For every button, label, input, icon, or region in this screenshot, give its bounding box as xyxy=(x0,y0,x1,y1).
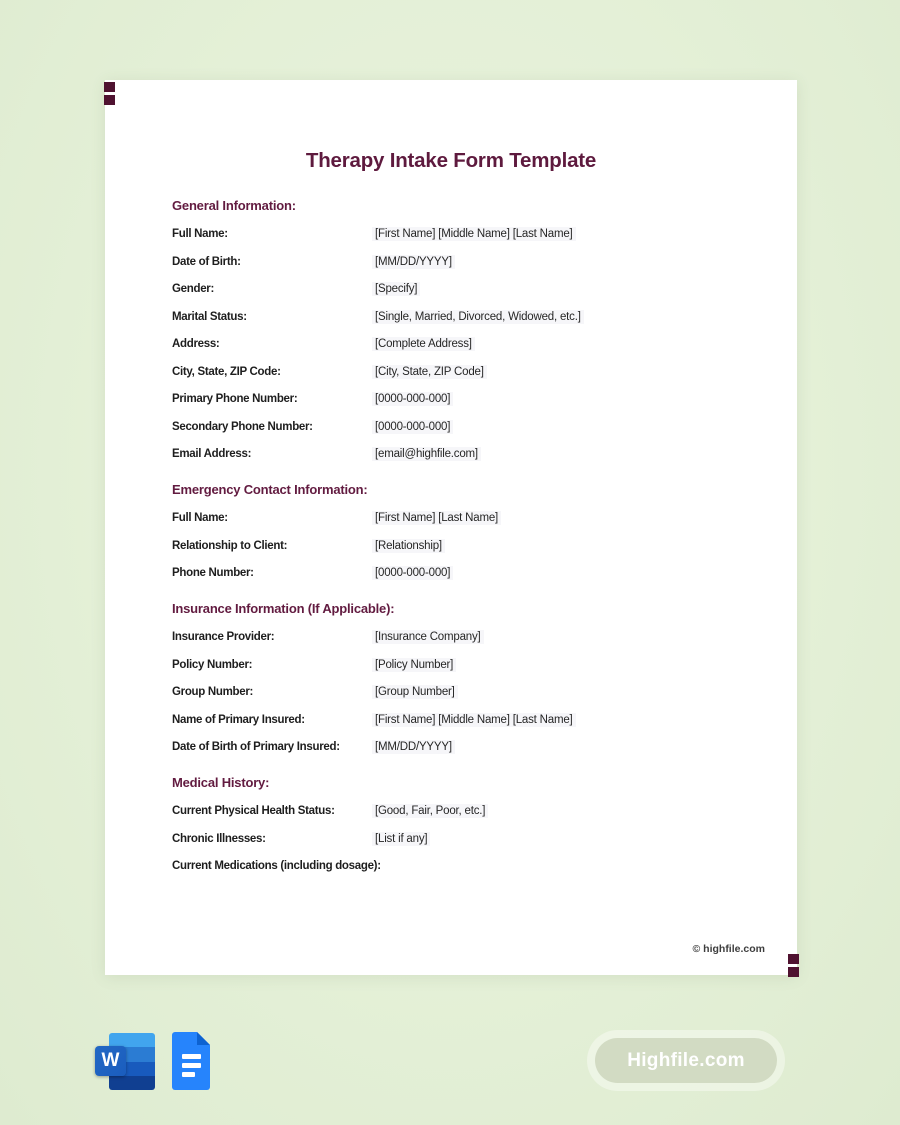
google-docs-fold-corner xyxy=(197,1032,210,1045)
field-label: Secondary Phone Number: xyxy=(172,420,313,433)
field-label: Marital Status: xyxy=(172,310,247,323)
field-label: Group Number: xyxy=(172,686,254,699)
field-value: [Complete Address] xyxy=(372,337,475,351)
field-label: Policy Number: xyxy=(172,658,253,671)
field-value: [First Name] [Middle Name] [Last Name] xyxy=(372,713,576,727)
field-value: [MM/DD/YYYY] xyxy=(372,740,455,754)
highfile-brand-button[interactable]: Highfile.com xyxy=(595,1038,777,1083)
corner-marks-top-left xyxy=(104,82,115,105)
field-value: [First Name] [Middle Name] [Last Name] xyxy=(372,227,576,241)
field-label: Insurance Provider: xyxy=(172,631,275,644)
corner-mark-square xyxy=(788,967,799,977)
google-docs-icon[interactable] xyxy=(172,1032,210,1090)
corner-mark-square xyxy=(788,954,799,964)
field-label: Primary Phone Number: xyxy=(172,393,298,406)
field-value: [Relationship] xyxy=(372,539,445,553)
ms-word-badge xyxy=(95,1046,126,1076)
field-row xyxy=(172,505,730,533)
field-label: Email Address: xyxy=(172,448,252,461)
field-value: [0000-000-000] xyxy=(372,566,453,580)
field-row xyxy=(172,331,730,359)
field-row xyxy=(172,248,730,276)
field-label: City, State, ZIP Code: xyxy=(172,365,281,378)
field-label: Date of Birth of Primary Insured: xyxy=(172,741,340,754)
field-row xyxy=(172,386,730,414)
corner-mark-square xyxy=(104,82,115,92)
field-value: [email@highfile.com] xyxy=(372,447,481,461)
document-page xyxy=(105,80,797,975)
field-label: Phone Number: xyxy=(172,567,254,580)
field-row xyxy=(172,221,730,249)
field-value: [Policy Number] xyxy=(372,658,456,672)
field-row xyxy=(172,853,730,881)
field-value: [Group Number] xyxy=(372,685,458,699)
field-label: Full Name: xyxy=(172,512,228,525)
field-label: Full Name: xyxy=(172,228,228,241)
field-row xyxy=(172,358,730,386)
field-label: Address: xyxy=(172,338,220,351)
field-label: Relationship to Client: xyxy=(172,539,288,552)
document-title: Therapy Intake Form Template xyxy=(305,149,597,172)
field-value: [Insurance Company] xyxy=(372,630,484,644)
field-label: Name of Primary Insured: xyxy=(172,713,305,726)
field-row xyxy=(172,734,730,762)
field-row xyxy=(172,651,730,679)
field-row xyxy=(172,706,730,734)
field-value: [0000-000-000] xyxy=(372,392,453,406)
field-label: Current Physical Health Status: xyxy=(172,805,335,818)
field-value: [First Name] [Last Name] xyxy=(372,511,501,525)
field-row xyxy=(172,624,730,652)
field-value: [Single, Married, Divorced, Widowed, etc.] xyxy=(372,310,584,324)
field-label: Chronic Illnesses: xyxy=(172,832,266,845)
field-value: [City, State, ZIP Code] xyxy=(372,365,487,379)
field-label: Current Medications (including dosage): xyxy=(172,860,381,873)
field-row xyxy=(172,441,730,469)
field-row xyxy=(172,413,730,441)
section-heading-emergency-contact: Emergency Contact Information: xyxy=(172,482,368,497)
field-value: [MM/DD/YYYY] xyxy=(372,255,455,269)
section-heading-general-information: General Information: xyxy=(172,198,296,213)
field-label: Date of Birth: xyxy=(172,255,241,268)
corner-marks-bottom-right xyxy=(788,954,799,977)
ms-word-icon[interactable] xyxy=(95,1032,156,1090)
section-heading-medical-history: Medical History: xyxy=(172,775,270,790)
field-row xyxy=(172,532,730,560)
ms-word-badge-letter: W xyxy=(101,1050,120,1071)
copyright-note: © highfile.com xyxy=(692,943,765,955)
field-label: Gender: xyxy=(172,283,214,296)
field-row xyxy=(172,679,730,707)
field-row xyxy=(172,798,730,826)
field-value: [0000-000-000] xyxy=(372,420,453,434)
section-heading-insurance-information: Insurance Information (If Applicable): xyxy=(172,601,395,616)
field-row xyxy=(172,560,730,588)
field-row xyxy=(172,825,730,853)
corner-mark-square xyxy=(104,95,115,105)
field-value: [List if any] xyxy=(372,832,430,846)
field-value: [Specify] xyxy=(372,282,420,296)
field-value: [Good, Fair, Poor, etc.] xyxy=(372,804,488,818)
field-row xyxy=(172,276,730,304)
field-row xyxy=(172,303,730,331)
